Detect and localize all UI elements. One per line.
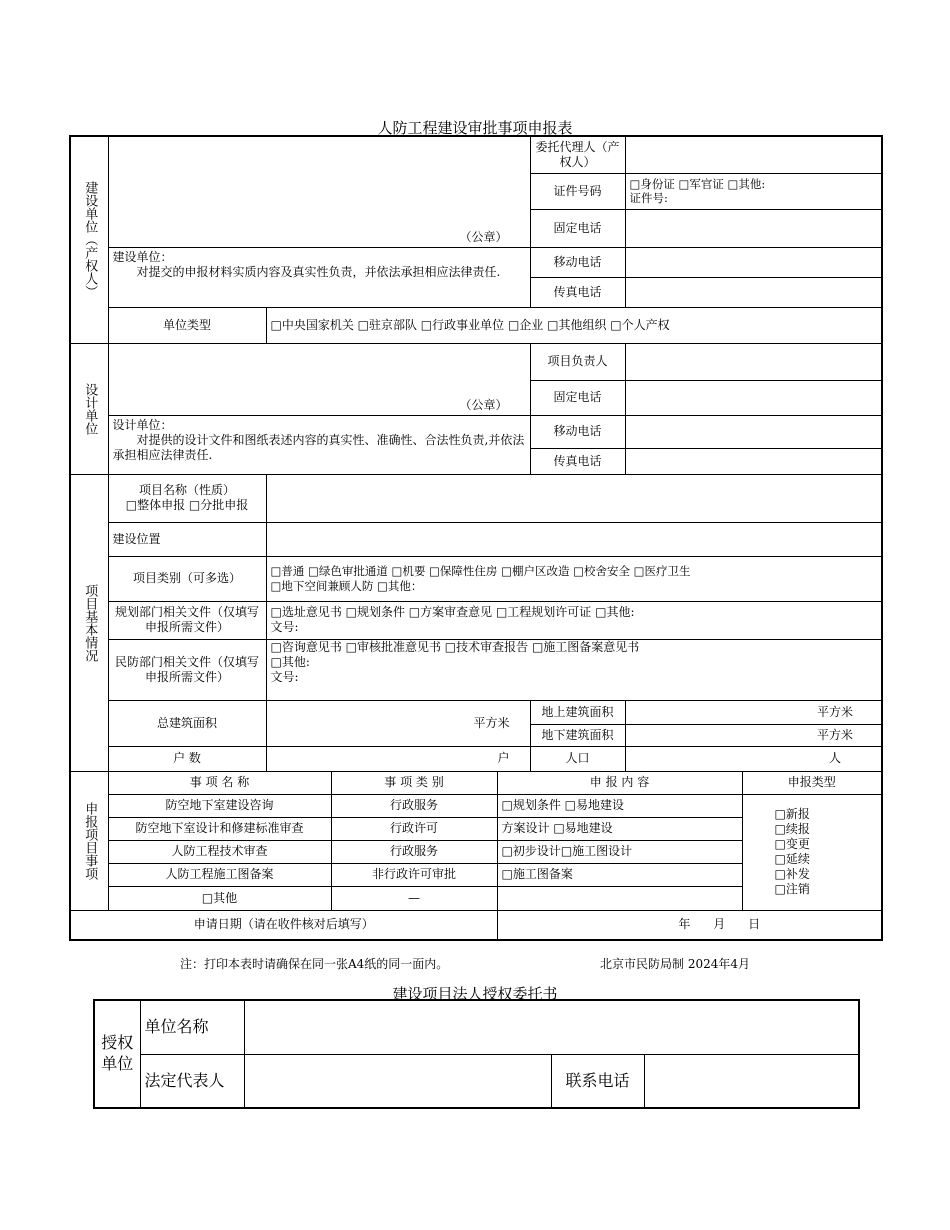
form-title: 人防工程建设审批事项申报表 — [377, 119, 573, 137]
designer-fax-label: 传真电话 — [530, 448, 625, 474]
apply-type-reissue[interactable]: □补发 — [774, 867, 810, 881]
item-content[interactable]: □施工图备案 — [497, 863, 742, 886]
unit-type-options[interactable]: □中央国家机关 □驻京部队 □行政事业单位 □企业 □其他组织 □个人产权 — [266, 307, 882, 343]
agent-field[interactable] — [625, 136, 882, 173]
total-area-label: 总建筑面积 — [108, 700, 266, 746]
id-number-label: 证件号码 — [530, 173, 625, 209]
designer-declaration: 设计单位： 对提供的设计文件和图纸表述内容的真实性、准确性、合法性负责,并依法承担相应法律责任. — [108, 415, 530, 474]
designer-tel-field[interactable] — [625, 380, 882, 415]
agent-label: 委托代理人（产权人） — [530, 136, 625, 173]
total-area-field[interactable]: 平方米 — [266, 700, 530, 746]
item-type: 行政服务 — [331, 794, 497, 817]
designer-fax-field[interactable] — [625, 448, 882, 474]
apply-type-new[interactable]: □新报 — [774, 807, 810, 821]
project-name-label: 项目名称（性质） □整体申报 □分批申报 — [108, 474, 266, 522]
issuer: 北京市民防局制 2024年4月 — [600, 957, 750, 971]
item-name: 防空地下室建设咨询 — [108, 794, 331, 817]
item-name[interactable]: □其他 — [108, 886, 331, 910]
location-field[interactable] — [266, 522, 882, 556]
apply-date-label: 申请日期（请在收件核对后填写） — [70, 910, 497, 940]
item-type: 行政许可 — [331, 817, 497, 840]
builder-fax-field[interactable] — [625, 277, 882, 307]
builder-seal[interactable]: （公章） — [108, 136, 530, 247]
builder-mobile-label: 移动电话 — [530, 247, 625, 277]
below-ground-label: 地下建筑面积 — [530, 724, 625, 746]
section-project-label: 项目基本情况 — [70, 474, 108, 771]
category-options[interactable]: □普通 □绿色审批通道 □机要 □保障性住房 □棚户区改造 □校舍安全 □医疗卫生 □地下空间兼顾人防 □其他： — [266, 556, 882, 601]
above-ground-label: 地上建筑面积 — [530, 700, 625, 724]
item-name: 人防工程技术审查 — [108, 840, 331, 863]
application-form — [69, 135, 883, 941]
designer-head-field[interactable] — [625, 343, 882, 380]
builder-tel-label: 固定电话 — [530, 209, 625, 247]
auth-tel-field[interactable] — [644, 1054, 859, 1108]
civil-defense-docs-label: 民防部门相关文件（仅填写申报所需文件） — [108, 639, 266, 700]
section-designer-label: 设计单位 — [70, 343, 108, 474]
above-ground-field[interactable]: 平方米 — [625, 700, 882, 724]
auth-title: 建设项目法人授权委托书 — [392, 985, 558, 1003]
auth-name-label: 单位名称 — [140, 1000, 244, 1054]
category-label: 项目类别（可多选） — [108, 556, 266, 601]
auth-name-field[interactable] — [244, 1000, 859, 1054]
auth-rep-field[interactable] — [244, 1054, 551, 1108]
item-content[interactable]: 方案设计 □易地建设 — [497, 817, 742, 840]
builder-fax-label: 传真电话 — [530, 277, 625, 307]
section-builder-label: 建设单位（产权人） — [70, 136, 108, 343]
builder-tel-field[interactable] — [625, 209, 882, 247]
apply-type-change[interactable]: □变更 — [774, 837, 810, 851]
builder-declaration: 建设单位： 对提交的申报材料实质内容及真实性负责，并依法承担相应法律责任. — [108, 247, 530, 307]
designer-mobile-label: 移动电话 — [530, 415, 625, 448]
location-label: 建设位置 — [108, 522, 266, 556]
item-type: — — [331, 886, 497, 910]
col-apply-type: 申报类型 — [742, 771, 882, 794]
population-label: 人口 — [530, 746, 625, 771]
households-label: 户 数 — [108, 746, 266, 771]
item-name: 人防工程施工图备案 — [108, 863, 331, 886]
project-name-field[interactable] — [266, 474, 882, 522]
planning-docs-label: 规划部门相关文件（仅填写申报所需文件） — [108, 601, 266, 639]
households-field[interactable]: 户 — [266, 746, 530, 771]
designer-mobile-field[interactable] — [625, 415, 882, 448]
apply-type-extend[interactable]: □延续 — [774, 852, 810, 866]
col-item-type: 事 项 类 别 — [331, 771, 497, 794]
below-ground-field[interactable]: 平方米 — [625, 724, 882, 746]
population-field[interactable]: 人 — [625, 746, 882, 771]
section-items-label: 申报项目事项 — [70, 771, 108, 910]
designer-head-label: 项目负责人 — [530, 343, 625, 380]
item-content[interactable]: □初步设计□施工图设计 — [497, 840, 742, 863]
item-name: 防空地下室设计和修建标准审查 — [108, 817, 331, 840]
item-type: 行政服务 — [331, 840, 497, 863]
planning-docs-options[interactable]: □选址意见书 □规划条件 □方案审查意见 □工程规划许可证 □其他: 文号: — [266, 601, 882, 639]
builder-mobile-field[interactable] — [625, 247, 882, 277]
civil-defense-docs-options[interactable]: □咨询意见书 □审核批准意见书 □技术审查报告 □施工图备案意见书 □其他: 文号: — [266, 639, 882, 700]
print-note: 注：打印本表时请确保在同一张A4纸的同一面内。 — [180, 957, 449, 971]
item-content[interactable] — [497, 886, 742, 910]
authorization-table — [93, 999, 860, 1109]
apply-date-field[interactable]: 年 月 日 — [497, 910, 882, 940]
unit-type-label: 单位类型 — [108, 307, 266, 343]
item-content[interactable]: □规划条件 □易地建设 — [497, 794, 742, 817]
col-item-content: 申 报 内 容 — [497, 771, 742, 794]
col-item-name: 事 项 名 称 — [108, 771, 331, 794]
designer-seal[interactable]: （公章） — [108, 343, 530, 415]
designer-tel-label: 固定电话 — [530, 380, 625, 415]
apply-type-cancel[interactable]: □注销 — [774, 882, 810, 896]
auth-tel-label: 联系电话 — [551, 1054, 644, 1108]
id-number-field[interactable]: □身份证 □军官证 □其他: 证件号: — [625, 173, 882, 209]
auth-rep-label: 法定代表人 — [140, 1054, 244, 1108]
apply-type-options[interactable] — [742, 794, 882, 910]
item-type: 非行政许可审批 — [331, 863, 497, 886]
apply-type-continue[interactable]: □续报 — [774, 822, 810, 836]
auth-unit-label: 授权单位 — [94, 1000, 140, 1108]
